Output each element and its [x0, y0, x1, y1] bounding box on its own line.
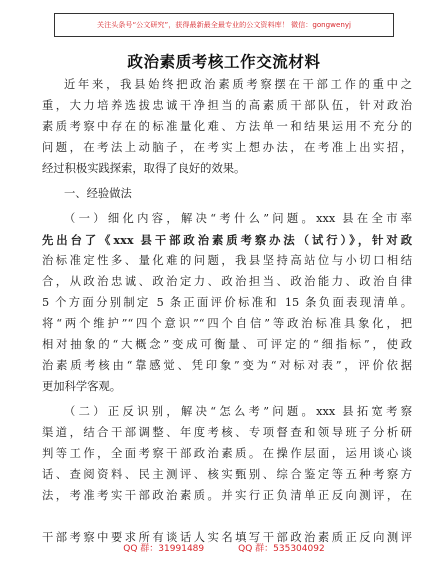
subsection-lead: （二）正反识别，解决“怎么考”问题。xxx 县拓宽考察: [64, 405, 412, 418]
body-line: 治素质考核由“靠感觉、凭印象”变为“对标对表”，评价依据: [42, 359, 412, 372]
body-line: 治标准定性多、量化难的问题，我县坚持高站位与小切口相结: [42, 254, 412, 267]
body-line: 判等工作，全面考察干部政治素质。在操作层面，运用谈心谈: [42, 447, 412, 460]
body-line: 将“两个维护”“四个意识”“四个自信”等政治标准具象化，把: [42, 317, 412, 330]
body-line: 5 个方面分别制定 5 条正面评价标准和 15 条负面表现清单。: [42, 296, 412, 309]
body-line: 素质考察中存在的标准量化难、方法单一和结果运用不充分的: [42, 120, 412, 133]
page-footer: [0, 541, 448, 554]
section-heading: 一、经验做法: [64, 187, 132, 200]
body-line: 近年来，我县始终把政治素质考察摆在干部工作的重中之: [64, 78, 412, 91]
body-line: 重，大力培养选拔忠诚干净担当的高素质干部队伍，针对政治: [42, 99, 412, 112]
body-line: 法，考准考实干部政治素质。并实行正负清单正反向测评，在: [42, 489, 412, 502]
body-line: 相对抽象的“大概念”变成可衡量、可评定的“细指标”，使政: [42, 338, 412, 351]
body-line: 先出台了《xxx 县干部政治素质考察办法（试行）》，针对政: [42, 233, 412, 247]
qq-group-2: QQ 群：535304092: [238, 544, 325, 554]
promo-banner: 关注头条号“公文研究”，获得最新最全最专业的公文资料库！ 微信：gongwenyj: [54, 13, 394, 37]
qq-group-1: QQ 群：31991489: [123, 544, 205, 554]
body-line: 合，从政治忠诚、政治定力、政治担当、政治能力、政治自律: [42, 275, 412, 288]
body-line: 更加科学客观。: [42, 380, 122, 393]
body-line: 经过积极实践探索，取得了良好的效果。: [42, 162, 246, 175]
subsection-lead: （一）细化内容，解决“考什么”问题。xxx 县在全市率: [64, 212, 412, 225]
body-line: 渠道，结合干部调整、年度考核、专项督查和领导班子分析研: [42, 426, 412, 439]
document-title: 政治素质考核工作交流材料: [127, 53, 321, 71]
body-line: 干部考察中要求所有谈话人实名填写干部政治素质正反向测评: [42, 531, 412, 544]
body-line: 话、查阅资料、民主测评、核实甄别、综合鉴定等五种考察方: [42, 468, 412, 481]
body-line: 问题，在考法上动脑子，在考实上想办法，在考准上出实招，: [42, 141, 412, 154]
